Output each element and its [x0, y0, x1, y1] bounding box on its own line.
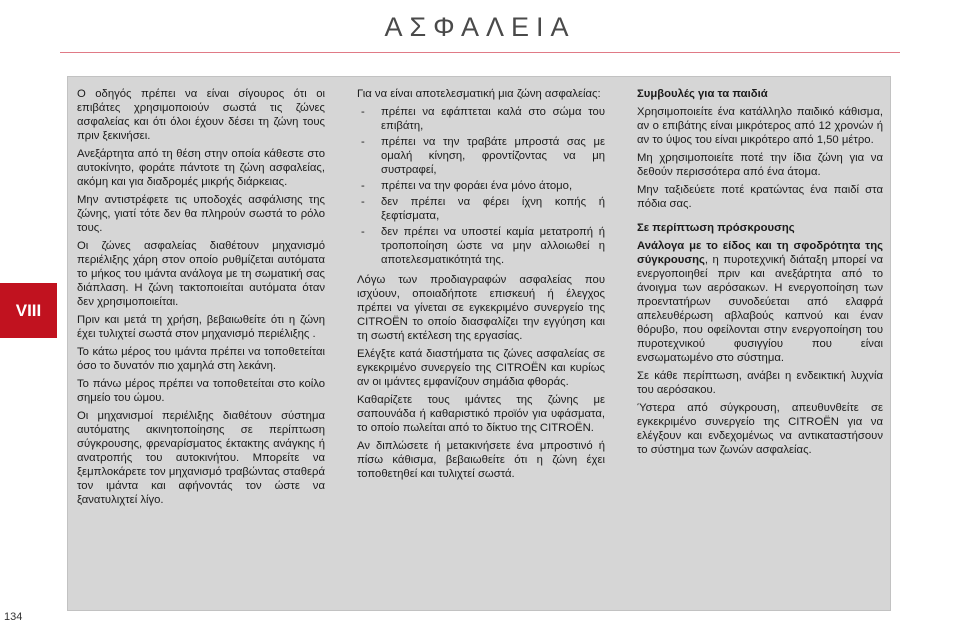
list-item: - πρέπει να την τραβάτε μπροστά σας με ομαλή κίνηση, φροντίζοντας να μη συστραφεί,	[357, 135, 605, 177]
paragraph: Χρησιμοποιείτε ένα κατάλληλο παιδικό κάθισμα, αν ο επιβάτης είναι μικρότερος από 12 χρονών ή αν το ύψος του είναι μικρότερο από 1,50 μέτρο.	[637, 106, 883, 146]
paragraph: Αν διπλώσετε ή μετακινήσετε ένα μπροστινό ή πίσω κάθισμα, βεβαιωθείτε ότι η ζώνη έχει τοποθετηθεί και τυλιχτεί σωστά.	[357, 440, 605, 480]
section-heading-children: Συμβουλές για τα παιδιά	[637, 88, 768, 100]
list-item: - πρέπει να εφάπτεται καλά στο σώμα του επιβάτη,	[357, 105, 605, 133]
paragraph: Ανεξάρτητα από τη θέση στην οποία κάθεστε στο αυτοκίνητο, φοράτε πάντοτε τη ζώνη ασφαλείας, ακόμη και για διαδρομές μικρής διάρκειας.	[77, 148, 325, 188]
page-title: ΑΣΦΑΛΕΙΑ	[384, 12, 576, 42]
paragraph: Το πάνω μέρος πρέπει να τοποθετείται στο κοίλο σημείο του ώμου.	[77, 378, 325, 404]
paragraph: Πριν και μετά τη χρήση, βεβαιωθείτε ότι η ζώνη έχει τυλιχτεί σωστά στον μηχανισμό περιέλιξης .	[77, 314, 325, 340]
page-number: 134	[4, 611, 23, 623]
requirements-list	[357, 105, 605, 267]
section-heading-collision: Σε περίπτωση πρόσκρουσης	[637, 222, 795, 234]
column-3	[637, 87, 883, 461]
column-2	[357, 87, 605, 485]
paragraph	[637, 239, 883, 365]
paragraph: Μην ταξιδεύετε ποτέ κρατώντας ένα παιδί στα πόδια σας.	[637, 184, 883, 210]
paragraph: Οι μηχανισμοί περιέλιξης διαθέτουν σύστημα αυτόματης ακινητοποίησης σε περίπτωση σύγκρουσης, φρεναρίσματος έκτακτης ανάγκης ή ανατροπής του αυτοκινήτου. Μπορείτε να ξεμπλοκάρετε τον μηχανισμό τραβώντας σταθερά τον ιμάντα και αφήνοντάς τον ώστε να ξανατυλιχτεί λίγο.	[77, 410, 325, 506]
paragraph: Σε κάθε περίπτωση, ανάβει η ενδεικτική λυχνία του αερόσακου.	[637, 370, 883, 396]
emphasis-text: Ανάλογα με το είδος και τη σφοδρότητα της σύγκρουσης	[637, 240, 883, 266]
paragraph: Ο οδηγός πρέπει να είναι σίγουρος ότι οι επιβάτες χρησιμοποιούν σωστά τις ζώνες ασφαλείας και ότι όλοι έχουν δέσει τη ζώνη τους πριν ξεκινήσει.	[77, 88, 325, 142]
paragraph: Μην αντιστρέφετε τις υποδοχές ασφάλισης της ζώνης, γιατί τότε δεν θα πληρούν σωστά το ρόλο τους.	[77, 194, 325, 234]
paragraph: Καθαρίζετε τους ιμάντες της ζώνης με σαπουνάδα ή καθαριστικό προϊόν για υφάσματα, το οποίο πωλείται από το δίκτυο της CITROËN.	[357, 394, 605, 434]
title-divider	[60, 52, 900, 53]
paragraph: Ύστερα από σύγκρουση, απευθυνθείτε σε εγκεκριμένο συνεργείο της CITROËN για να ελέγξουν και ενδεχομένως να αντικαταστήσουν το σύστημα των ζωνών ασφαλείας.	[637, 402, 883, 456]
chapter-tab-label: VIII	[15, 300, 42, 320]
paragraph-text: , η πυροτεχνική διάταξη μπορεί να ενεργοποιηθεί πριν και ανεξάρτητα από το άνοιγμα των αερόσακων. Η ενεργοποίηση των προεντατήρων συνοδεύεται από ελαφρά απελευθέρωση αβλαβούς καπνού και έναν θόρυβο, που οφείλονται στην ενεργοποίηση του πυροτεχνικού φυσιγγίου που είναι ενσωματωμένο στο σύστημα.	[637, 254, 883, 364]
paragraph: Μη χρησιμοποιείτε ποτέ την ίδια ζώνη για να δεθούν περισσότερα από ένα άτομα.	[637, 152, 883, 178]
paragraph: Λόγω των προδιαγραφών ασφαλείας που ισχύουν, οποιαδήποτε επισκευή ή έλεγχος πρέπει να γίνεται σε εγκεκριμένο συνεργείο της CITROËN το οποίο διασφαλίζει την εγγύηση και τη σωστή εκτέλεση της εργασίας.	[357, 274, 605, 342]
paragraph: Ελέγξτε κατά διαστήματα τις ζώνες ασφαλείας σε εγκεκριμένο συνεργείο της CITROËN και κυρίως αν οι ιμάντες εμφανίζουν σημάδια φθοράς.	[357, 348, 605, 388]
paragraph: Οι ζώνες ασφαλείας διαθέτουν μηχανισμό περιέλιξης χάρη στον οποίο ρυθμίζεται αυτόματα το μήκος του ιμάντα ανάλογα με τη σωματική σας διάπλαση. Η ζώνη τακτοποιείται αυτόματα όταν δεν χρησιμοποιείται.	[77, 240, 325, 308]
paragraph: Το κάτω μέρος του ιμάντα πρέπει να τοποθετείται όσο το δυνατόν πιο χαμηλά στη λεκάνη.	[77, 346, 325, 372]
list-item: - δεν πρέπει να φέρει ίχνη κοπής ή ξεφτίσματα,	[357, 195, 605, 223]
chapter-tab	[0, 283, 57, 338]
list-item: - πρέπει να την φοράει ένα μόνο άτομο,	[357, 179, 605, 193]
list-item: - δεν πρέπει να υποστεί καμία μετατροπή ή τροποποίηση ώστε να μην αλλοιωθεί η αποτελεσματικότητά της.	[357, 225, 605, 267]
list-intro: Για να είναι αποτελεσματική μια ζώνη ασφαλείας:	[357, 88, 601, 100]
content-panel	[67, 76, 891, 611]
column-1	[77, 87, 325, 511]
